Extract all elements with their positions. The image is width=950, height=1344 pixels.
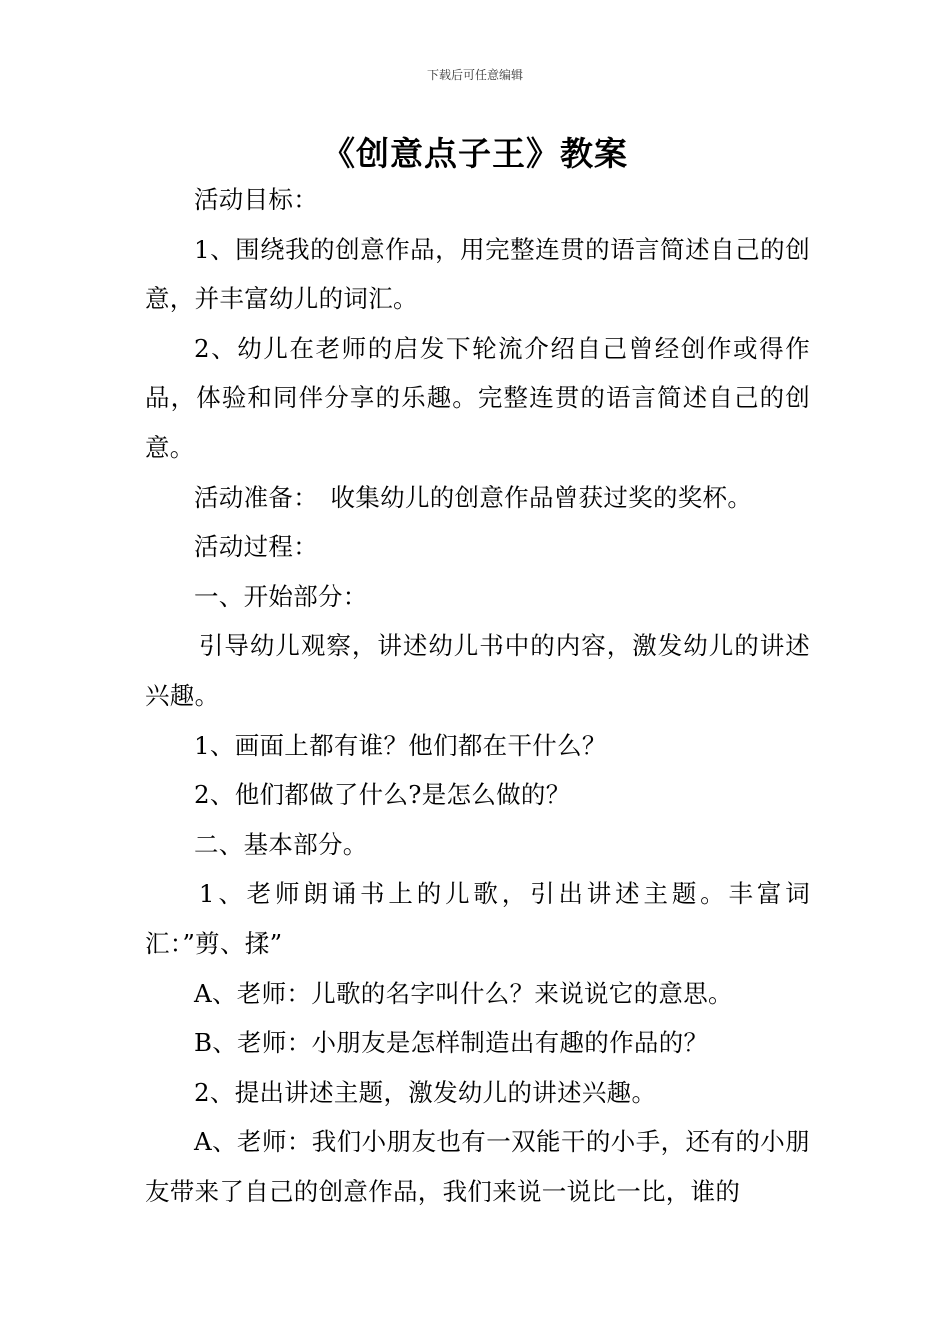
paragraph: 活动过程：	[194, 532, 318, 562]
document-body	[145, 175, 810, 1216]
paragraph: 一、开始部分：	[194, 581, 368, 611]
paragraph: 2、幼儿在老师的启发下轮流介绍自己曾经创作或得作品，体验和同伴分享的乐趣。完整连贯的语言简述自己的创意。	[145, 333, 810, 462]
paragraph: 二、基本部分。	[194, 829, 368, 859]
paragraph: 1、画面上都有谁？他们都在干什么？	[194, 730, 607, 760]
paragraph: 1、围绕我的创意作品，用完整连贯的语言简述自己的创意，并丰富幼儿的词汇。	[145, 234, 810, 314]
paragraph: A、老师：我们小朋友也有一双能干的小手，还有的小朋友带来了自己的创意作品，我们来说一说比一比，谁的	[145, 1127, 810, 1206]
paragraph: 活动准备： 收集幼儿的创意作品曾获过奖的奖杯。	[194, 482, 753, 512]
paragraph: 引导幼儿观察，讲述幼儿书中的内容，激发幼儿的讲述兴趣。	[145, 631, 810, 710]
document-title: 《创意点子王》教案	[322, 134, 628, 173]
paragraph: A、老师：儿歌的名字叫什么？来说说它的意思。	[194, 978, 733, 1008]
paragraph: B、老师：小朋友是怎样制造出有趣的作品的？	[194, 1028, 709, 1058]
page-header-note: 下载后可任意编辑	[426, 68, 523, 82]
paragraph: 活动目标：	[194, 185, 318, 214]
paragraph: 1、老师朗诵书上的儿歌，引出讲述主题。丰富词汇：”剪、揉”	[145, 879, 810, 958]
paragraph: 2、他们都做了什么?是怎么做的？	[194, 780, 571, 810]
paragraph: 2、提出讲述主题，激发幼儿的讲述兴趣。	[194, 1077, 657, 1107]
